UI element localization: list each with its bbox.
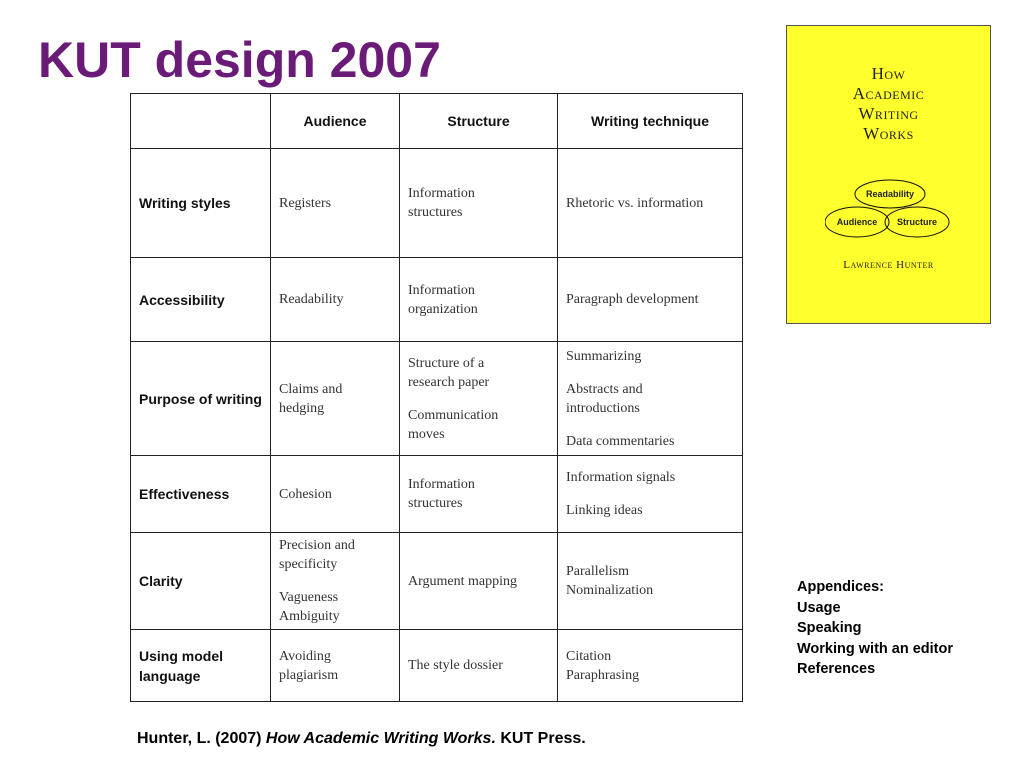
cell-line: organization [408,301,478,317]
citation-prefix: Hunter, L. (2007) [137,730,266,747]
cell-line: Abstracts and [566,381,643,397]
cell-line: Readability [279,292,344,307]
table-row [131,342,743,456]
cell-line: Communication [408,407,499,423]
venn-label-audience: Audience [836,217,878,227]
cell-line: Paraphrasing [566,667,640,683]
cell-line: Information [408,186,475,201]
table-cell [271,149,400,258]
cell-line: Summarizing [566,348,642,364]
cell-line: hedging [279,400,325,416]
table-cell [400,342,558,456]
cell-line: structures [408,205,463,220]
row-header: Accessibility [131,258,271,342]
table-row [131,258,743,342]
cell-line: Precision and [279,538,355,553]
cell-line: Citation [566,648,612,664]
cell-line: research paper [408,374,490,390]
cell-line: structures [408,496,463,511]
cell-gap [566,418,734,432]
column-header [131,94,271,149]
table-cell [558,456,743,533]
table-cell [558,149,743,258]
table-header-row [131,94,743,149]
column-header: Writing technique [558,94,743,149]
cell-line: Information signals [566,470,676,485]
row-header: Clarity [131,533,271,630]
table-cell [558,533,743,630]
cell-line: Avoiding [279,648,331,664]
table-cell [400,149,558,258]
cell-line: specificity [279,557,338,572]
cell-line: introductions [566,400,640,416]
cell-gap [566,487,734,501]
table-cell [400,533,558,630]
cell-line: Ambiguity [279,609,340,624]
cell-line: Paragraph development [566,292,699,307]
book-title-line: Academic [852,84,925,103]
appendix-item: Working with an editor [797,640,954,657]
appendices-heading: Appendices: [797,579,885,595]
appendices-list [797,577,953,680]
row-header: Writing styles [131,149,271,258]
slide-title: KUT design 2007 [38,32,441,88]
cell-line: Rhetoric vs. information [566,195,704,211]
cell-line: Information [408,477,475,492]
cell-line: Vagueness [279,590,339,605]
column-header: Audience [271,94,400,149]
table-cell [558,258,743,342]
cell-line: Structure of a [408,355,485,371]
citation [137,730,586,748]
table-cell [271,342,400,456]
row-header: Effectiveness [131,456,271,533]
cell-line: Parallelism [566,564,629,579]
table-cell [400,456,558,533]
cell-line: The style dossier [408,658,503,673]
table-row [131,533,743,630]
cell-line: Data commentaries [566,433,675,449]
book-title [787,64,990,144]
cell-line: Information [408,282,475,298]
cell-line: Nominalization [566,583,654,598]
appendix-item: Speaking [797,620,862,636]
cell-line: Argument mapping [408,573,518,589]
table-row [131,149,743,258]
cell-line: moves [408,426,445,442]
book-author: Lawrence Hunter [843,259,934,271]
cell-gap [279,574,391,588]
appendix-item: Usage [797,599,841,616]
table-cell [558,342,743,456]
citation-work-title: How Academic Writing Works. [265,730,496,747]
table-cell [400,630,558,702]
row-header: Using model language [131,630,271,702]
table-cell [271,258,400,342]
citation-suffix: KUT Press. [495,730,586,747]
table-row [131,456,743,533]
book-title-line: Writing [858,104,919,123]
writing-framework-table [130,93,743,702]
book-title-line: How [871,64,906,83]
book-cover [786,25,991,324]
table-cell [271,533,400,630]
table-row [131,630,743,702]
table-cell [400,258,558,342]
cell-gap [408,392,549,406]
table-cell [558,630,743,702]
cell-gap [566,366,734,380]
cell-line: Registers [279,195,332,211]
cell-line: Linking ideas [566,503,643,518]
cell-line: Cohesion [279,486,332,502]
venn-diagram [825,179,955,249]
table-cell [271,630,400,702]
venn-label-structure: Structure [896,217,938,227]
row-header: Purpose of writing [131,342,271,456]
column-header: Structure [400,94,558,149]
venn-label-readability: Readability [865,189,915,199]
cell-line: Claims and [279,381,343,397]
appendix-item: References [797,661,876,677]
table-cell [271,456,400,533]
book-title-line: Works [863,124,914,143]
cell-line: plagiarism [279,667,339,683]
